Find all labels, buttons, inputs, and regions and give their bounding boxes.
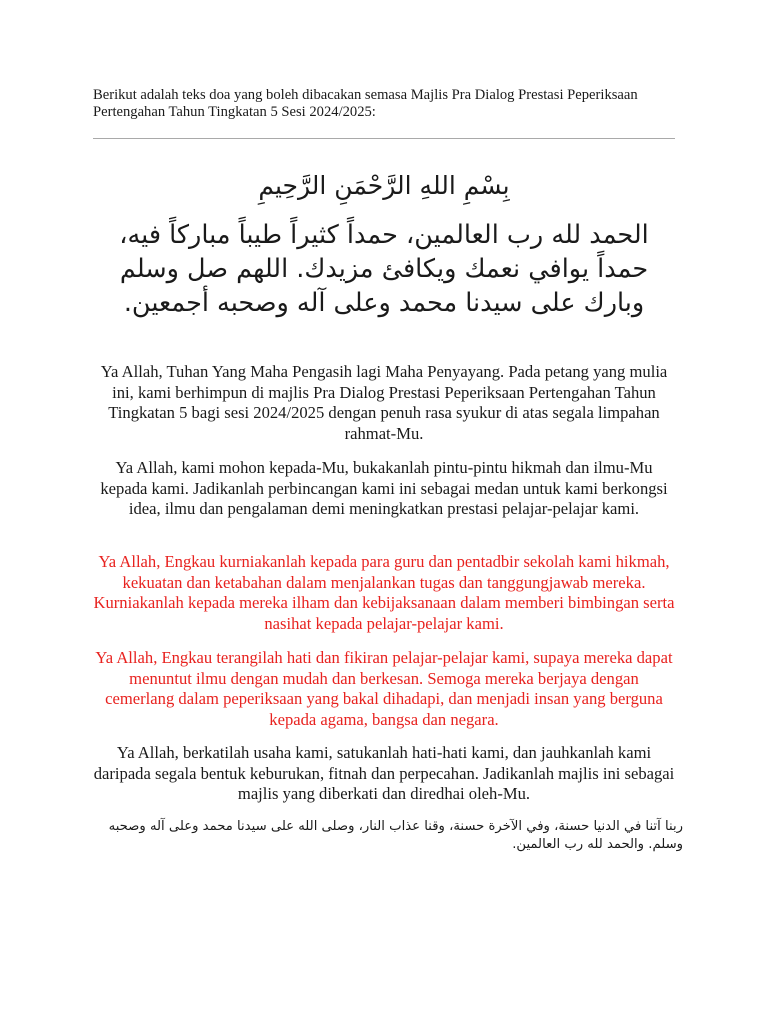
- prayer-paragraph-3: Ya Allah, Engkau kurniakanlah kepada para guru dan pentadbir sekolah kami hikmah, kekuatan dan ketabahan dalam menjalankan tugas dan tanggungjawab mereka. Kurniakanlah kepada mereka ilham dan kebijaksanaan dalam memberi bimbingan serta nasihat kepada pelajar-pelajar kami.: [93, 552, 675, 633]
- arabic-closing-prayer: ربنا آتنا في الدنيا حسنة، وفي الآخرة حسنة، وقنا عذاب النار، وصلى الله على سيدنا محمد وعلى آله وصحبه وسلم. والحمد لله رب العالمين.: [108, 819, 683, 852]
- horizontal-divider: [93, 138, 675, 139]
- prayer-paragraph-2: Ya Allah, kami mohon kepada-Mu, bukakanlah pintu-pintu hikmah dan ilmu-Mu kepada kami. Jadikanlah perbincangan kami ini sebagai medan untuk kami berkongsi idea, ilmu dan pengalaman demi meningkatkan prestasi pelajar-pelajar kami.: [100, 458, 668, 518]
- intro-text: Berikut adalah teks doa yang boleh dibacakan semasa Majlis Pra Dialog Prestasi Peperiksaan Pertengahan Tahun Tingkatan 5 Sesi 2024/2025:: [93, 87, 638, 120]
- prayer-paragraph-1: Ya Allah, Tuhan Yang Maha Pengasih lagi Maha Penyayang. Pada petang yang mulia ini, kami berhimpun di majlis Pra Dialog Prestasi Peperiksaan Pertengahan Tahun Tingkatan 5 bagi sesi 2024/2025 dengan penuh rasa syukur di atas segala limpahan rahmat-Mu.: [100, 362, 668, 443]
- prayer-paragraph-4: Ya Allah, Engkau terangilah hati dan fikiran pelajar-pelajar kami, supaya mereka dapat menuntut ilmu dengan mudah dan berkesan. Semoga mereka berjaya dengan cemerlang dalam peperiksaan yang bakal dihadapi, dan menjadi insan yang berguna kepada agama, bangsa dan negara.: [95, 648, 673, 729]
- prayer-paragraph-5: Ya Allah, berkatilah usaha kami, satukanlah hati-hati kami, dan jauhkanlah kami daripada segala bentuk keburukan, fitnah dan perpecahan. Jadikanlah majlis ini sebagai majlis yang diberkati dan diredhai oleh-Mu.: [93, 743, 675, 803]
- basmala-heading: بِسْمِ اللهِ الرَّحْمَنِ الرَّحِيمِ: [258, 171, 510, 200]
- arabic-opening-prayer: الحمد لله رب العالمين، حمداً كثيراً طيباً مباركاً فيه، حمداً يوافي نعمك ويكافئ مزيدك. اللهم صل وسلم وبارك على سيدنا محمد وعلى آله وصحبه أجمعين.: [119, 220, 649, 318]
